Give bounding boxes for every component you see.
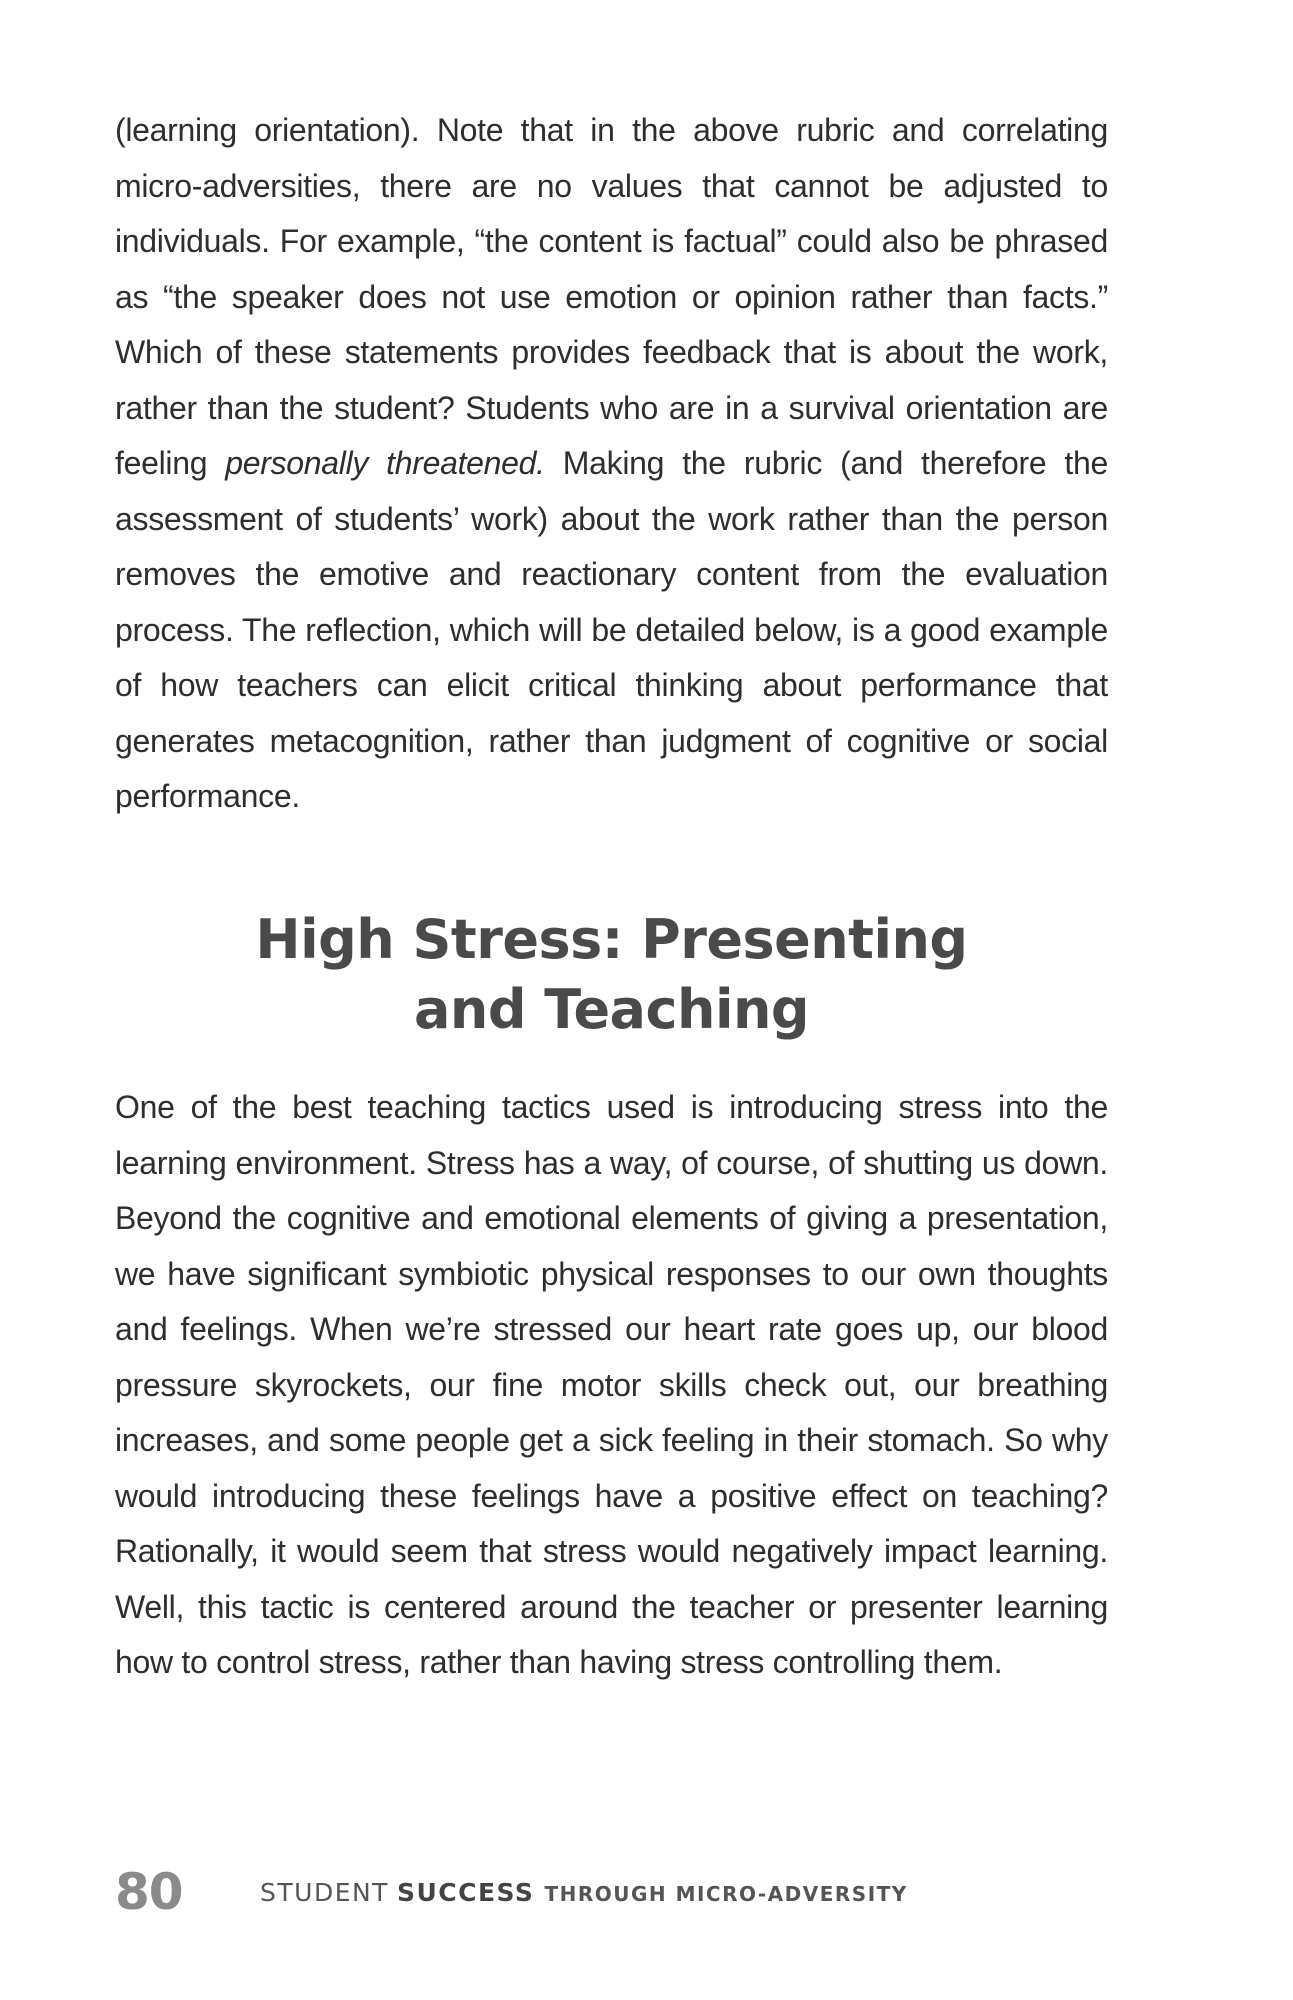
page-number: 80 [115,1863,183,1921]
running-head-student: STUDENT [260,1877,389,1907]
running-head-success: SUCCESS [396,1877,535,1907]
running-head-through-micro-adversity: THROUGH MICRO-ADVERSITY [544,1881,908,1906]
page-footer [115,1862,908,1922]
section-heading [115,905,1108,1045]
body-paragraph-2: One of the best teaching tactics used is introducing stress into the learning environment. Stress has a way, of course, of shutting us down. Beyond the cognitive and emotional elements of giving a presentation, we have significant symbiotic physical responses to our own thoughts and feelings. When we’re stressed our heart rate goes up, our blood pressure skyrockets, our fine motor skills check out, our breathing increases, and some people get a sick feeling in their stomach. So why would introducing these feelings have a positive effect on teaching? Rationally, it would seem that stress would negatively impact learning. Well, this tactic is centered around the teacher or presenter learning how to control stress, rather than having stress controlling them. [115,1089,1108,1680]
paragraph-1-text-b: Making the rubric (and therefore the assessment of students’ work) about the work rather than the person removes the emotive and reactionary content from the evaluation process. The reflection, which will be detailed below, is a good example of how teachers can elicit critical thinking about performance that generates metacognition, rather than judgment of cognitive or social performance. [115,445,1108,814]
running-head [260,1878,908,1907]
body-paragraph-1 [115,103,1108,825]
paragraph-1-italic-phrase: personally threatened. [225,445,545,481]
section-heading-line-1: High Stress: Presenting [255,908,968,971]
section-heading-line-2: and Teaching [413,978,810,1041]
paragraph-1-text-a: (learning orientation). Note that in the above rubric and correlating micro-adversities, there are no values that cannot be adjusted to individuals. For example, “the content is factual” could also be phrased as “the speaker does not use emotion or opinion rather than facts.” Which of these statements provides feedback that is about the work, rather than the student? Students who are in a survival orientation are feeling [115,112,1108,481]
